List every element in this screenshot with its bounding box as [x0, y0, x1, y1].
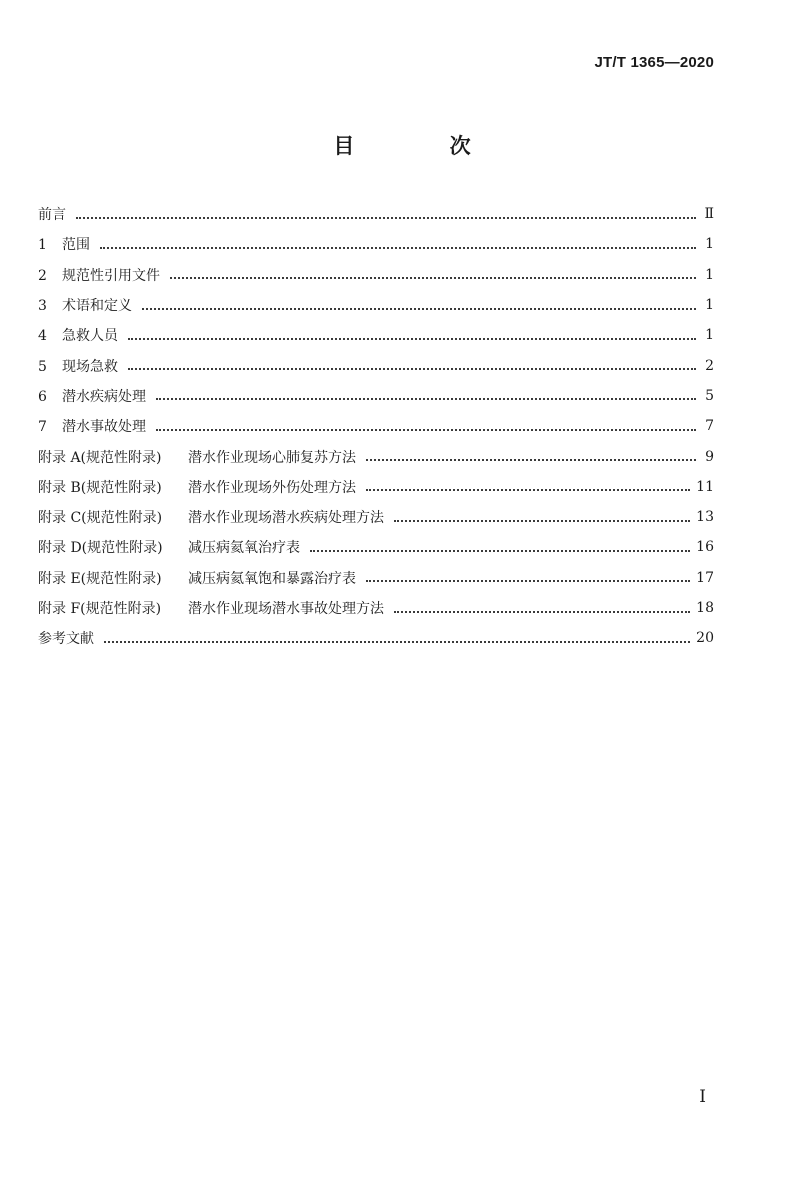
toc-entry-page: 7	[705, 418, 714, 435]
toc-entry-label	[38, 628, 94, 648]
toc-entry[interactable]	[38, 381, 714, 411]
toc-entry[interactable]	[38, 411, 714, 441]
toc-entry-appendix-prefix: 附录 B(规范性附录)	[38, 479, 162, 496]
toc-entry[interactable]	[38, 623, 714, 653]
toc-entry-page: 1	[705, 236, 714, 253]
toc-entry-number: 3	[38, 298, 47, 315]
toc-entry-title: 潜水疾病处理	[62, 388, 146, 405]
table-of-contents	[38, 199, 714, 653]
toc-entry[interactable]	[38, 260, 714, 290]
toc-entry[interactable]	[38, 563, 714, 593]
toc-entry-label	[38, 204, 66, 224]
toc-entry-title: 术语和定义	[62, 298, 132, 315]
toc-entry-page: 18	[696, 600, 714, 616]
toc-entry-title: 参考文献	[38, 631, 94, 648]
toc-entry-number: 2	[38, 267, 47, 284]
toc-entry-appendix-prefix: 附录 C(规范性附录)	[38, 510, 163, 527]
toc-dot-leader	[366, 579, 690, 582]
toc-dot-leader	[128, 367, 696, 370]
toc-entry-label	[38, 386, 146, 406]
toc-entry-page: 17	[696, 569, 714, 586]
toc-entry[interactable]	[38, 502, 714, 532]
toc-entry[interactable]	[38, 229, 714, 259]
toc-title: 目 次	[333, 134, 515, 158]
toc-entry[interactable]	[38, 593, 714, 623]
toc-entry[interactable]	[38, 199, 714, 229]
toc-entry-title: 现场急救	[62, 358, 118, 375]
toc-entry[interactable]	[38, 441, 714, 471]
toc-entry-page: 16	[696, 539, 714, 556]
toc-entry[interactable]	[38, 472, 714, 502]
toc-dot-leader	[394, 610, 690, 613]
toc-entry-number: 7	[38, 419, 47, 436]
toc-entry-label	[38, 295, 132, 315]
toc-entry-label	[38, 265, 160, 285]
toc-entry-title: 潜水作业现场潜水疾病处理方法	[188, 510, 384, 527]
toc-dot-leader	[366, 488, 690, 491]
toc-dot-leader	[142, 307, 696, 310]
page-number: I	[699, 1087, 706, 1107]
toc-entry-title: 急救人员	[62, 328, 118, 345]
toc-entry[interactable]	[38, 290, 714, 320]
toc-dot-leader	[170, 276, 696, 279]
toc-entry-title: 范围	[62, 237, 90, 254]
toc-dot-leader	[76, 216, 696, 219]
toc-entry-appendix-prefix: 附录 D(规范性附录)	[38, 540, 163, 557]
toc-entry-label	[38, 416, 146, 436]
toc-entry-label	[38, 356, 118, 376]
toc-entry-page: 1	[705, 327, 714, 344]
toc-entry-page: 20	[696, 630, 714, 647]
toc-entry-number: 4	[38, 328, 47, 345]
toc-dot-leader	[366, 458, 696, 461]
toc-entry-page: 1	[705, 266, 714, 283]
toc-entry-page: Ⅱ	[704, 206, 714, 223]
toc-entry[interactable]	[38, 320, 714, 350]
toc-entry-title: 潜水事故处理	[62, 419, 146, 436]
toc-dot-leader	[100, 246, 696, 249]
toc-entry-title: 减压病氦氧饱和暴露治疗表	[188, 570, 356, 587]
toc-entry-appendix-prefix: 附录 A(规范性附录)	[38, 449, 162, 466]
toc-entry-number: 5	[38, 358, 47, 375]
toc-dot-leader	[394, 519, 690, 522]
toc-entry-label	[38, 598, 384, 618]
toc-entry-label	[38, 325, 118, 345]
toc-entry-page: 11	[696, 478, 714, 495]
toc-entry-title: 前言	[38, 207, 66, 224]
toc-dot-leader	[156, 397, 696, 400]
toc-entry-number: 6	[38, 388, 47, 405]
toc-entry-page: 5	[705, 387, 714, 404]
toc-entry-label	[38, 568, 356, 588]
toc-entry[interactable]	[38, 532, 714, 562]
toc-entry-page: 2	[705, 357, 714, 374]
toc-entry-title: 规范性引用文件	[62, 267, 160, 284]
toc-entry-page: 13	[696, 509, 714, 526]
toc-entry-title: 减压病氦氧治疗表	[188, 540, 300, 557]
toc-entry-label	[38, 447, 356, 467]
toc-dot-leader	[104, 640, 690, 643]
toc-entry-appendix-prefix: 附录 E(规范性附录)	[38, 570, 162, 587]
toc-entry-label	[38, 234, 90, 254]
toc-entry-label	[38, 477, 356, 497]
toc-entry-title: 潜水作业现场心肺复苏方法	[188, 449, 356, 466]
toc-entry[interactable]	[38, 350, 714, 380]
toc-entry-title: 潜水作业现场潜水事故处理方法	[188, 601, 384, 617]
toc-entry-number: 1	[38, 237, 47, 254]
toc-dot-leader	[156, 428, 696, 431]
toc-dot-leader	[128, 337, 696, 340]
document-code: JT/T 1365—2020	[594, 54, 714, 71]
toc-dot-leader	[310, 549, 690, 552]
toc-entry-page: 9	[705, 448, 714, 465]
toc-entry-label	[38, 507, 384, 527]
toc-entry-page: 1	[705, 297, 714, 314]
toc-entry-appendix-prefix: 附录 F(规范性附录)	[38, 601, 162, 617]
toc-entry-title: 潜水作业现场外伤处理方法	[188, 479, 356, 496]
toc-entry-label	[38, 537, 300, 557]
